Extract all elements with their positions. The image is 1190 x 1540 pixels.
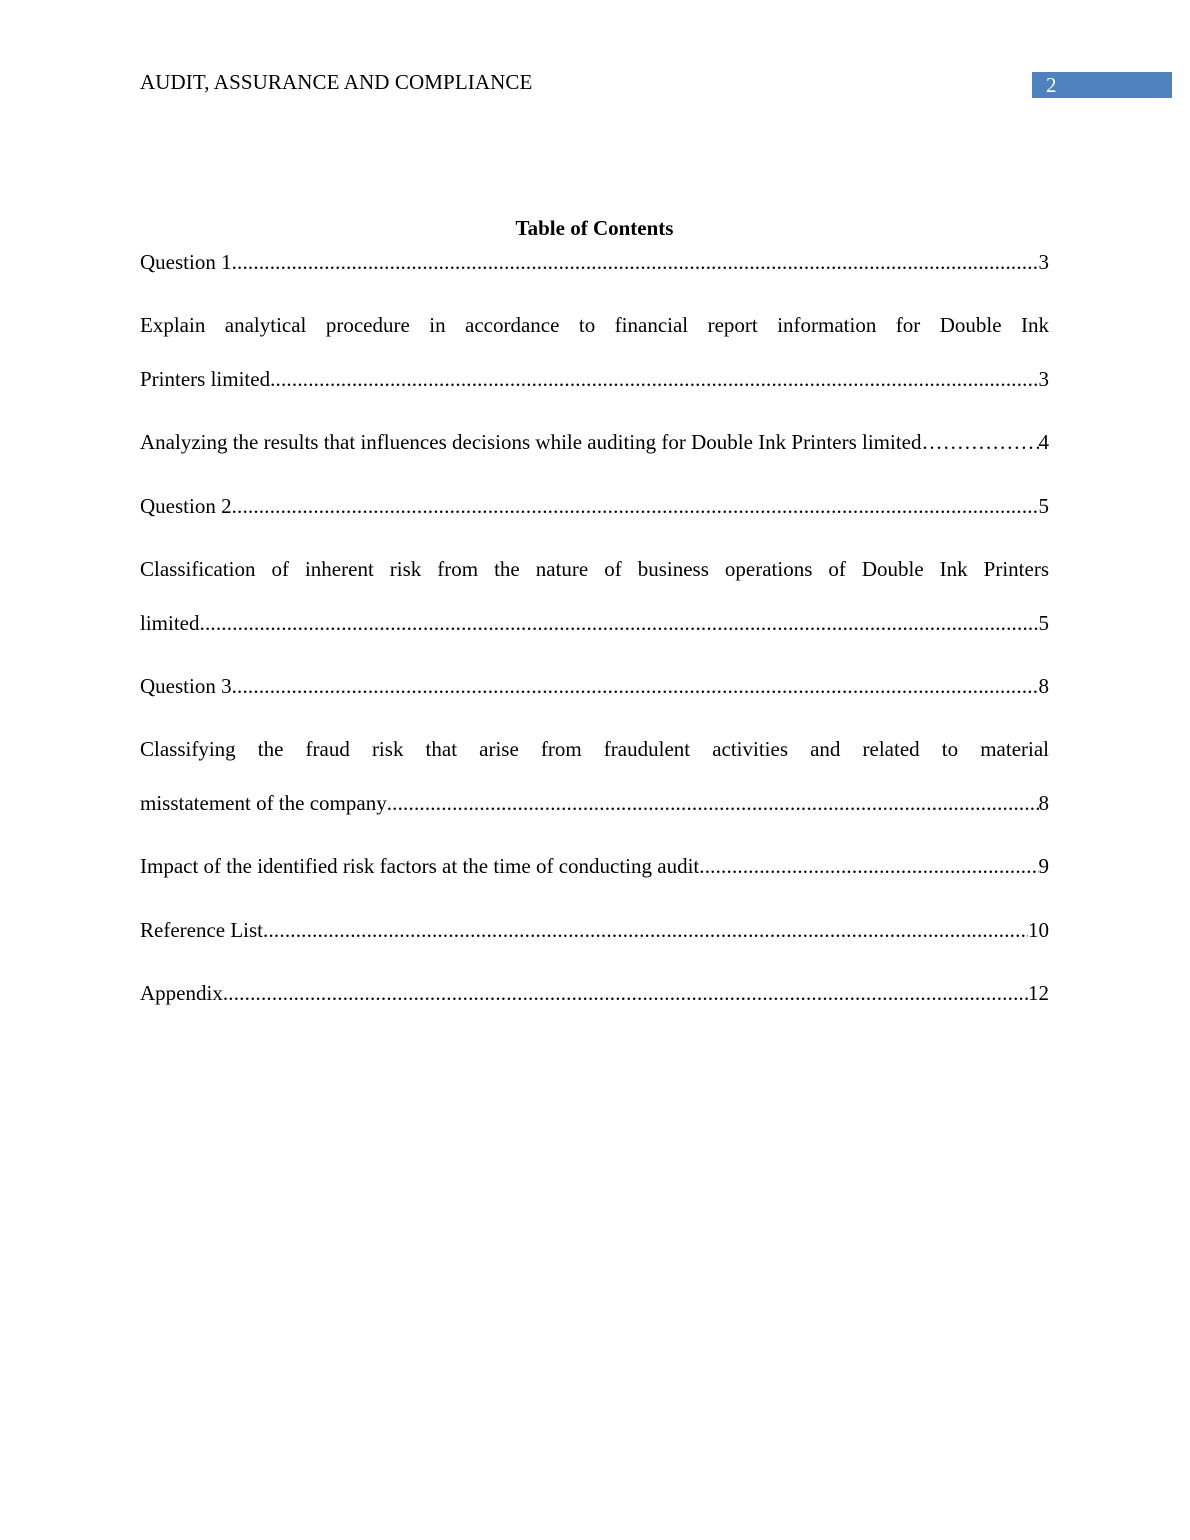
dot-leader <box>232 248 1039 276</box>
dot-leader <box>387 789 1039 817</box>
toc-entry-analyzing[interactable] <box>140 428 1049 456</box>
toc-entry-text: Explain analytical procedure in accordance to financial report information for Double Ink <box>140 313 1049 337</box>
toc-entry-page: 5 <box>1038 611 1049 635</box>
toc-entry-reference-list[interactable] <box>140 916 1049 944</box>
toc-entry-text: Question 1 <box>140 250 232 274</box>
toc-entry-impact[interactable] <box>140 852 1049 880</box>
dot-leader <box>270 365 1038 393</box>
toc-entry-page: 4 <box>1038 430 1049 454</box>
dot-leader <box>200 609 1039 637</box>
dot-leader <box>263 916 1028 944</box>
toc-entry-text: Impact of the identified risk factors at the time of conducting audit <box>140 854 700 878</box>
toc-entry-question-3[interactable] <box>140 672 1049 700</box>
toc-entry-text: Printers limited <box>140 367 271 391</box>
toc-entry-appendix[interactable] <box>140 979 1049 1007</box>
toc-entry-text: misstatement of the company <box>140 791 387 815</box>
toc-entry-text: limited <box>140 611 200 635</box>
dot-leader <box>223 979 1028 1007</box>
dot-leader <box>232 672 1039 700</box>
toc-entry-page: 5 <box>1038 494 1049 518</box>
toc-entry-text: Analyzing the results that influences decisions while auditing for Double Ink Printers limited <box>140 430 922 454</box>
toc-entry-explain-line2[interactable] <box>140 365 1049 393</box>
toc-entry-text: Classifying the fraud risk that arise from fraudulent activities and related to material <box>140 737 1049 761</box>
toc-heading: Table of Contents <box>515 216 674 240</box>
toc-entry-fraud-risk-line1[interactable] <box>140 735 1049 763</box>
toc-entry-page: 9 <box>1038 854 1049 878</box>
toc-entry-text: Classification of inherent risk from the nature of business operations of Double Ink Printers <box>140 557 1049 581</box>
toc-entry-text: Reference List <box>140 918 264 942</box>
toc-entry-explain-line1[interactable] <box>140 311 1049 339</box>
running-header-title: AUDIT, ASSURANCE AND COMPLIANCE <box>140 70 533 94</box>
toc-entry-page: 3 <box>1038 250 1049 274</box>
toc-entry-page: 12 <box>1028 981 1049 1005</box>
page-number-badge <box>1032 72 1172 98</box>
dot-leader <box>922 428 1039 456</box>
dot-leader <box>699 852 1038 880</box>
toc-entry-page: 3 <box>1038 367 1049 391</box>
toc-entry-fraud-risk-line2[interactable] <box>140 789 1049 817</box>
toc-entry-page: 8 <box>1038 791 1049 815</box>
toc-entry-text: Question 3 <box>140 674 232 698</box>
toc-entry-page: 8 <box>1038 674 1049 698</box>
toc-entry-classification-line2[interactable] <box>140 609 1049 637</box>
dot-leader <box>232 492 1039 520</box>
toc-entry-question-2[interactable] <box>140 492 1049 520</box>
toc-entry-text: Appendix <box>140 981 223 1005</box>
page-number: 2 <box>1046 73 1057 97</box>
toc-entry-page: 10 <box>1028 918 1049 942</box>
toc-entry-text: Question 2 <box>140 494 232 518</box>
toc-entry-classification-line1[interactable] <box>140 555 1049 583</box>
toc-entry-question-1[interactable] <box>140 248 1049 276</box>
